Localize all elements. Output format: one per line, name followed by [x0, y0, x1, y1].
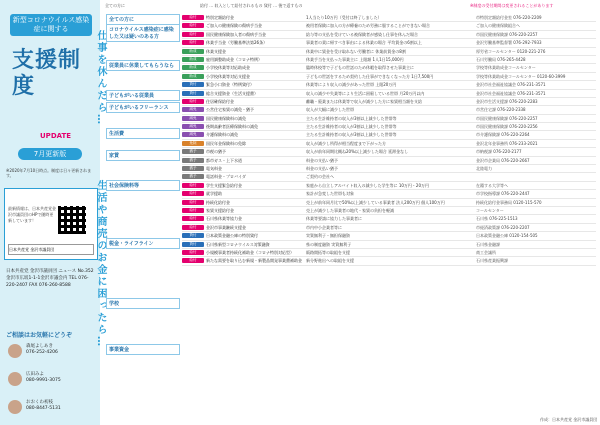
- sidebar: [0, 0, 100, 425]
- row-contact: 持続化給付金事務局 0120-115-570: [476, 199, 542, 205]
- row-name: 就学援助: [206, 191, 222, 197]
- table-row: [182, 249, 596, 257]
- person-tel: 080-8447-5131: [26, 406, 61, 411]
- category-label: 学校: [106, 298, 180, 309]
- row-description: 料金の支払い猶予: [306, 157, 338, 163]
- header-right-note: ※制度の受付期間は変更されることがあります: [470, 3, 554, 8]
- row-name: 住居確保給付金: [206, 98, 234, 104]
- party-info: 日本共産党 金沢市議員団 ニュース No.352 金沢市広坂1-1-1金沢市議会内 TEL 076-220-2407 FAX 076-260-8588: [6, 269, 94, 288]
- row-name: 国民健康保険加入者の傷病手当金: [206, 31, 266, 37]
- row-name: 金沢市事業継続支援金: [206, 224, 246, 230]
- table-row: [182, 173, 596, 181]
- row-name: 都市ガス・上下水道: [206, 157, 242, 163]
- row-contact: 市国民健康保険課 076-220-2257: [476, 115, 538, 121]
- row-description: 被用者保険に加入の方が療養のため労務に服することができない場合: [306, 23, 430, 29]
- row-name: 市税の猶予: [206, 149, 226, 155]
- row-description: 売上が前年同月比で50%以上減少している事業者 法人200万円 個人100万円: [306, 199, 445, 205]
- row-contact: 市国民健康保険課 076-220-2256: [476, 124, 538, 130]
- row-contact: 金沢労働基準監督署 076-292-7933: [476, 40, 542, 46]
- table-row: [182, 73, 596, 81]
- row-description: ご契約の会社へ: [306, 174, 334, 180]
- table-row: [182, 190, 596, 198]
- row-contact: 日本政策金融公庫 0120-154-505: [476, 233, 538, 239]
- row-tag: 給付: [182, 216, 204, 221]
- row-description: 家計が急変した世帯も対象: [306, 191, 354, 197]
- row-contact: 商工会議所: [476, 249, 496, 255]
- row-name: ご加入の健康保険の傷病手当金: [206, 23, 262, 29]
- row-contact: 石川県金融課: [476, 241, 500, 247]
- table-row: [182, 199, 596, 207]
- row-description: 収入が前年同期比概ね20%以上減少した場合 延滞金なし: [306, 149, 409, 155]
- table-row: [182, 48, 596, 56]
- row-contact: 市国民健康保険課 076-220-2257: [476, 31, 538, 37]
- row-name: 石川県新型コロナウイルス対策融資: [206, 241, 270, 247]
- table-row: [182, 123, 596, 131]
- row-name: 特別定額給付金: [206, 15, 234, 20]
- category-label: 生活費: [106, 128, 180, 139]
- person-card: [8, 372, 98, 396]
- row-name: 介護保険料の減免: [206, 132, 238, 138]
- row-name: 電話料金・プロバイダ: [206, 174, 246, 180]
- category-label: 家賃: [106, 150, 180, 161]
- row-contact: ご加入の健康保険組合へ: [476, 23, 520, 29]
- row-name: 家賃支援給付金: [206, 207, 234, 213]
- row-contact: 市学校指導課 076-220-2447: [476, 191, 530, 197]
- row-description: 新分野進出への取組を支援: [306, 258, 354, 264]
- person-tel: 080-9991-3075: [26, 378, 61, 383]
- row-name: 雇用調整助成金（コロナ特例）: [206, 56, 262, 62]
- table-row: [182, 106, 596, 114]
- category-label: 税金・ライフライン: [106, 238, 180, 249]
- band-label: 生活や商売のお金に困ったら…: [95, 180, 106, 348]
- band-label: 仕事を休んだら…: [95, 30, 106, 126]
- row-description: 主たる生計維持者の収入が3割以上減少した世帯等: [306, 124, 397, 130]
- row-tag: 給付: [182, 250, 204, 255]
- avatar: [8, 344, 22, 358]
- row-name: 持続化給付金: [206, 199, 230, 205]
- row-tag: 猶予: [182, 149, 204, 154]
- row-description: 家庭から自立しアルバイト収入の減少した学生等に 10万円・20万円: [306, 182, 430, 188]
- row-description: 休業等により収入の減少があった世帯 上限20万円: [306, 82, 397, 88]
- row-tag: 猶予: [182, 174, 204, 179]
- person-name: 森尾よしあき: [26, 344, 53, 349]
- person-card: [8, 344, 98, 368]
- legend: 給付 … 収入として給付されるもの 貸付 … 後で返すもの: [200, 3, 303, 8]
- row-description: 主たる生計維持者の収入が3割以上減少した世帯等: [306, 115, 397, 121]
- table-row: [182, 14, 596, 22]
- row-description: 子どもの世話をするため契約した仕事ができなくなった方 1日7,500円: [306, 73, 434, 79]
- category-label: 従業員に休業してもらうなら: [106, 60, 180, 71]
- update-label: UPDATE: [40, 132, 72, 140]
- category-label: コロナウイルス感染症に感染した又は疑いのある方: [106, 24, 180, 42]
- row-description: 休業手当を支払った事業主に 上限額 1人1日15,000円: [306, 56, 404, 62]
- row-contact: 石川県 076-225-1513: [476, 216, 518, 222]
- table-row: [182, 22, 596, 30]
- search-box[interactable]: 日本共産党 金沢市議員団: [8, 244, 94, 255]
- table-row: [182, 90, 596, 98]
- row-tag: 助成: [182, 65, 204, 70]
- row-description: 休業中に賃金を受け取れない労働者に 休業前賃金の8割: [306, 48, 406, 54]
- row-tag: 減免: [182, 107, 204, 112]
- person-card: [8, 400, 98, 420]
- row-contact: 学校等休業助成金コールセンター 0120-60-3999: [476, 73, 566, 79]
- row-name: 国民年金保険料の免除: [206, 140, 246, 146]
- table-row: [182, 64, 596, 72]
- table-row: [182, 224, 596, 232]
- table-row: [182, 165, 596, 173]
- row-name: 石川県休業等協力金: [206, 216, 242, 222]
- row-name: 新たな需要を取り込む新規・新製品開発事業費補助金: [206, 258, 302, 264]
- table-row: [182, 56, 596, 64]
- category-label: 事業資金: [106, 344, 180, 355]
- row-name: 公営住宅家賃の減免・猶予: [206, 107, 254, 113]
- row-tag: 給付: [182, 258, 204, 263]
- row-description: 売上が減少した事業者の地代・家賃の負担を軽減: [306, 207, 394, 213]
- table-row: [182, 140, 596, 148]
- row-tag: 給付: [182, 191, 204, 196]
- category-label: 子どもがいる従業員: [106, 90, 180, 101]
- row-contact: 金沢市社会福祉協議会 076-231-3571: [476, 82, 546, 88]
- row-tag: 貸付: [182, 82, 204, 87]
- row-contact: 石川労働局 076-265-4428: [476, 56, 526, 62]
- row-contact: 石川県産業振興課: [476, 258, 508, 264]
- table-row: [182, 148, 596, 156]
- row-description: 給与等の支払を受けている被保険者が感染し仕事を休んだ場合: [306, 31, 418, 37]
- row-description: 販路開拓等の取組を支援: [306, 249, 350, 255]
- person-tel: 076-252-4206: [26, 350, 58, 355]
- person-name: 広田みよ: [26, 372, 44, 377]
- qr-text: 最新情報は、日本共産党金沢市議員団のHPで随時更新しています！: [8, 206, 56, 223]
- row-name: 小学校休業等対応助成金: [206, 65, 250, 71]
- table-row: [182, 215, 596, 223]
- row-contact: 金沢市生活支援課 076-220-2283: [476, 98, 538, 104]
- row-tag: 減免: [182, 116, 204, 121]
- row-tag: 猶予: [182, 158, 204, 163]
- row-contact: 厚労省コールセンター 0120-221-276: [476, 48, 546, 54]
- row-name: 緊急小口資金（特例貸付）: [206, 82, 254, 88]
- row-contact: 市納税課 076-220-2177: [476, 149, 522, 155]
- row-tag: 給付: [182, 32, 204, 37]
- row-description: 市内中小企業者等に: [306, 224, 342, 230]
- row-name: 後期高齢者医療保険料の減免: [206, 124, 258, 130]
- row-description: 収入が減少し所得が相当程度まで下がった方: [306, 140, 386, 146]
- row-tag: 減免: [182, 124, 204, 129]
- row-contact: 金沢市社会福祉協議会 076-231-3571: [476, 90, 546, 96]
- table-row: [182, 241, 596, 249]
- row-tag: 給付: [182, 23, 204, 28]
- support-table: [182, 14, 596, 266]
- row-tag: 貸付: [182, 233, 204, 238]
- row-tag: 減免: [182, 132, 204, 137]
- row-tag: 貸付: [182, 91, 204, 96]
- row-name: 総合支援資金（生活支援費）: [206, 90, 258, 96]
- table-row: [182, 207, 596, 215]
- row-description: 収入の減少や失業等により生活に困窮している世帯 月20万円以内: [306, 90, 425, 96]
- row-description: 実質無利子・無担保融資: [306, 233, 350, 239]
- edition-badge: 7月更新版: [18, 148, 82, 160]
- row-tag: 助成: [182, 74, 204, 79]
- person-name: おおくわ初枝: [26, 400, 53, 405]
- row-tag: 猶予: [182, 166, 204, 171]
- table-row: [182, 157, 596, 165]
- table-row: [182, 115, 596, 123]
- table-row: [182, 131, 596, 139]
- row-contact: 市営住宅課 076-220-2338: [476, 107, 526, 113]
- table-row: [182, 81, 596, 89]
- footer-credit: 作成：日本共産党 金沢市議員団: [540, 417, 598, 422]
- row-name: 国民健康保険料の減免: [206, 115, 246, 121]
- row-name: 小学校休業等対応支援金: [206, 73, 250, 79]
- table-row: [182, 257, 596, 265]
- row-name: 休業支援金: [206, 48, 226, 54]
- row-contact: 市経済政策課 076-220-2207: [476, 224, 530, 230]
- row-name: 電気料金: [206, 166, 222, 172]
- row-tag: 免除: [182, 141, 204, 146]
- header-left-note: 全ての方に: [105, 3, 125, 8]
- row-tag: 貸付: [182, 242, 204, 247]
- row-description: 料金の支払い猶予: [306, 166, 338, 172]
- row-tag: 給付: [182, 99, 204, 104]
- row-contact: 北陸電力: [476, 166, 492, 172]
- row-contact: 金沢北年金事務所 076-233-2021: [476, 140, 538, 146]
- qr-code-icon[interactable]: [58, 206, 86, 234]
- row-contact: 金沢市企業局 076-220-2667: [476, 157, 530, 163]
- avatar: [8, 400, 22, 414]
- row-name: 日本政策金融公庫の特別貸付: [206, 233, 258, 239]
- row-name: 休業手当金（労働基準法第26条）: [206, 40, 268, 46]
- row-tag: 給付: [182, 40, 204, 45]
- row-description: 1人当たり10万円（受付は終了しました）: [306, 15, 382, 20]
- date-note: ※2020年7月10日時点。制度は日々更新されます。: [6, 168, 92, 178]
- row-tag: 助成: [182, 49, 204, 54]
- row-tag: 給付: [182, 200, 204, 205]
- table-row: [182, 98, 596, 106]
- row-description: 臨時休校等で子どもの世話のため休暇を取得させた事業主に: [306, 65, 414, 71]
- table-row: [182, 39, 596, 47]
- row-name: 小規模事業者持続化補助金（コロナ特別対応型）: [206, 249, 294, 255]
- row-description: 離職・廃業または休業等で収入が減少した方に家賃相当額を支給: [306, 98, 422, 104]
- contact-title: ご相談はお気軽にどうぞ: [6, 332, 73, 339]
- row-description: 県の制度融資 実質無利子: [306, 241, 352, 247]
- row-contact: 市介護保険課 076-220-2264: [476, 132, 530, 138]
- tagline: 新型コロナウイルス感染症に関する: [10, 14, 92, 36]
- row-contact: 市特別定額給付金室 076-220-2209: [476, 15, 542, 20]
- category-label: 社会保険料等: [106, 180, 180, 191]
- avatar: [8, 372, 22, 386]
- row-contact: コールセンター: [476, 207, 504, 213]
- table-row: [182, 31, 596, 39]
- row-tag: 給付: [182, 183, 204, 188]
- category-label: 子どもがいるフリーランス: [106, 102, 180, 113]
- row-description: 収入が大幅に減少した世帯: [306, 107, 354, 113]
- page-title: 支援制度: [12, 48, 82, 99]
- row-description: 休業等要請に協力した事業者に: [306, 216, 362, 222]
- row-description: 主たる生計維持者の収入が3割以上減少した世帯等: [306, 132, 397, 138]
- table-row: [182, 232, 596, 240]
- row-tag: 助成: [182, 57, 204, 62]
- table-row: [182, 182, 596, 190]
- row-name: 学生支援緊急給付金: [206, 182, 242, 188]
- row-tag: 給付: [182, 15, 204, 20]
- row-contact: 在籍する大学等へ: [476, 182, 508, 188]
- row-tag: 給付: [182, 225, 204, 230]
- row-tag: 給付: [182, 208, 204, 213]
- category-label: 全ての方に: [106, 14, 180, 25]
- row-contact: 学校等休業助成金コールセンター: [476, 65, 536, 71]
- row-description: 事業者の責に帰すべき事由による休業の場合 平均賃金の6割以上: [306, 40, 422, 46]
